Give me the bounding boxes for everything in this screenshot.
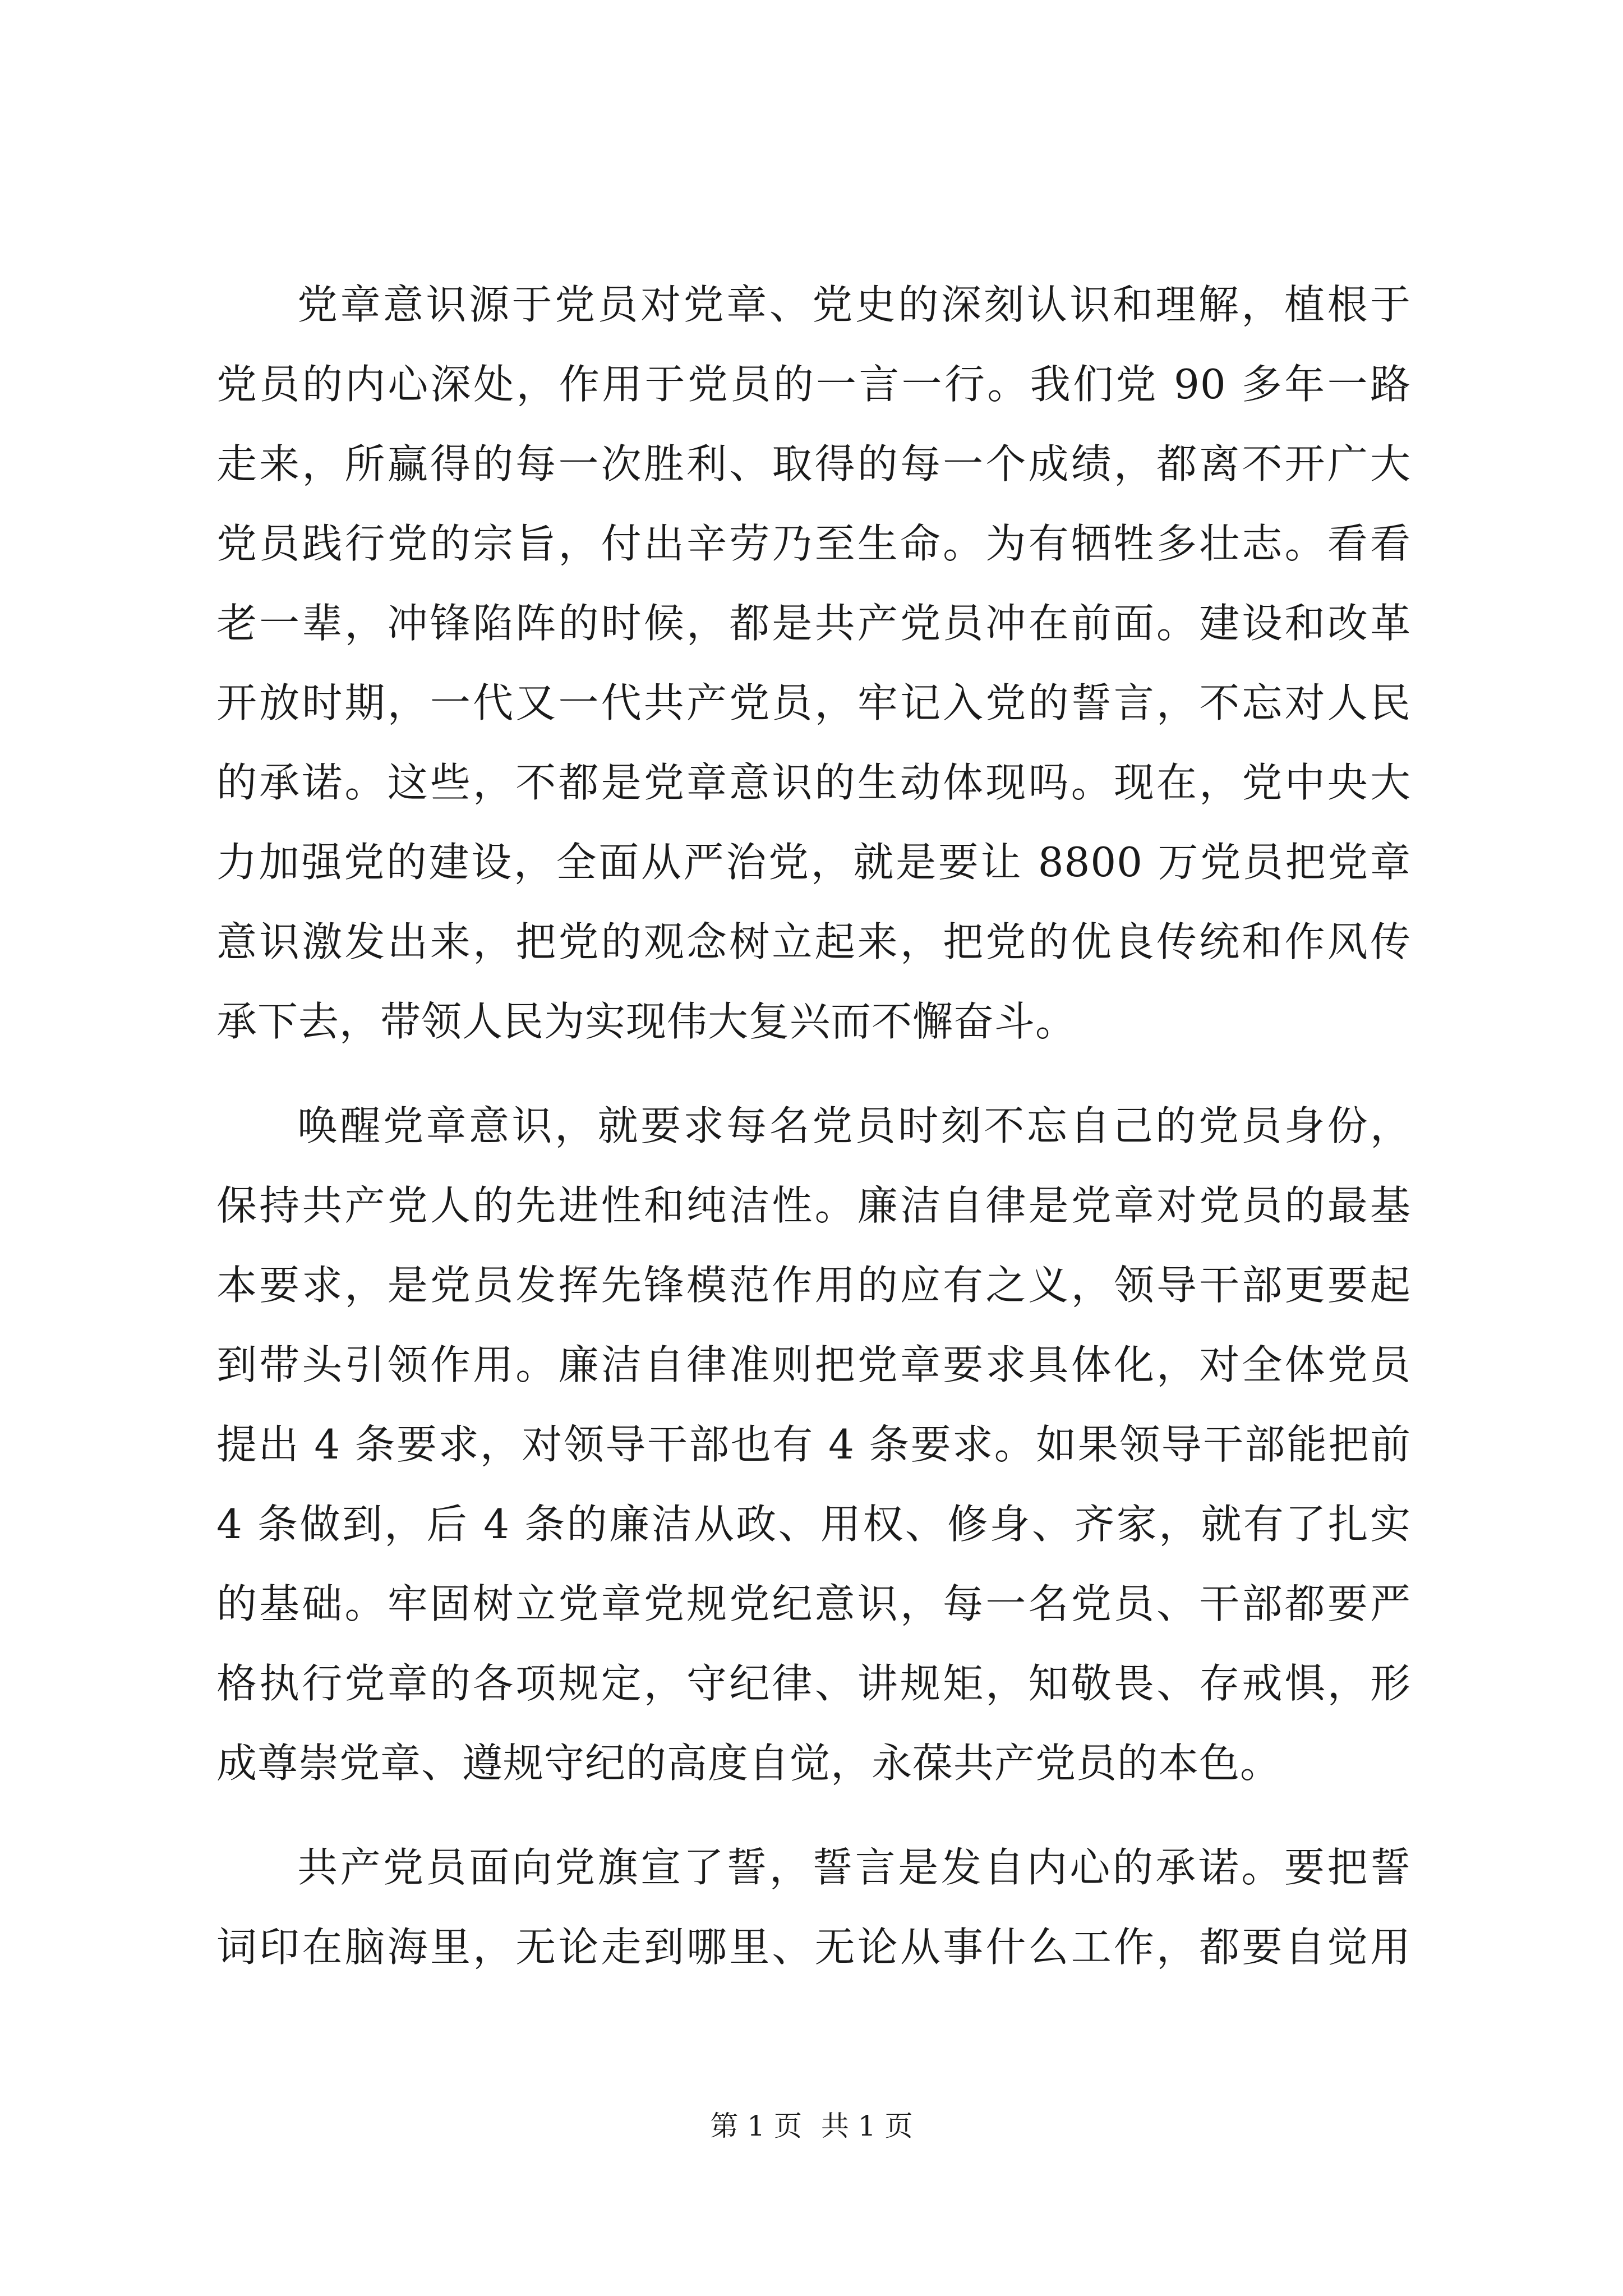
text-line: 开放时期，一代又一代共产党员，牢记入党的誓言，不忘对人民 bbox=[216, 679, 1411, 726]
text-line: 保持共产党人的先进性和纯洁性。廉洁自律是党章对党员的最基 bbox=[216, 1182, 1411, 1229]
page-footer bbox=[0, 2109, 1623, 2143]
paragraph-spacer bbox=[216, 1803, 1411, 1828]
text-line: 党章意识源于党员对党章、党史的深刻认识和理解，植根于 bbox=[297, 281, 1411, 328]
text-line: 4 条做到，后 4 条的廉洁从政、用权、修身、齐家，就有了扎实 bbox=[216, 1501, 1411, 1548]
text-line: 提出 4 条要求，对领导干部也有 4 条要求。如果领导干部能把前 bbox=[216, 1421, 1411, 1468]
text-line: 意识激发出来，把党的观念树立起来，把党的优良传统和作风传 bbox=[216, 918, 1411, 965]
text-line: 的基础。牢固树立党章党规党纪意识，每一名党员、干部都要严 bbox=[216, 1580, 1411, 1627]
paragraph-1 bbox=[216, 265, 1411, 1061]
text-line: 的承诺。这些，不都是党章意识的生动体现吗。现在，党中央大 bbox=[216, 759, 1411, 806]
text-line: 词印在脑海里，无论走到哪里、无论从事什么工作，都要自觉用 bbox=[216, 1924, 1411, 1971]
paragraph-2 bbox=[216, 1086, 1411, 1803]
page-total: 共 1 页 bbox=[821, 2110, 913, 2142]
text-line: 党员践行党的宗旨，付出辛劳乃至生命。为有牺牲多壮志。看看 bbox=[216, 520, 1411, 567]
text-line: 唤醒党章意识，就要求每名党员时刻不忘自己的党员身份， bbox=[297, 1102, 1411, 1149]
paragraph-3 bbox=[216, 1828, 1411, 1987]
text-line: 到带头引领作用。廉洁自律准则把党章要求具体化，对全体党员 bbox=[216, 1341, 1411, 1388]
text-line: 老一辈，冲锋陷阵的时候，都是共产党员冲在前面。建设和改革 bbox=[216, 600, 1411, 647]
text-line: 力加强党的建设，全面从严治党，就是要让 8800 万党员把党章 bbox=[216, 839, 1411, 886]
text-line: 成尊崇党章、遵规守纪的高度自觉，永葆共产党员的本色。 bbox=[216, 1740, 1281, 1787]
text-line: 格执行党章的各项规定，守纪律、讲规矩，知敬畏、存戒惧，形 bbox=[216, 1660, 1411, 1707]
text-line: 走来，所赢得的每一次胜利、取得的每一个成绩，都离不开广大 bbox=[216, 440, 1411, 487]
page-number: 第 1 页 bbox=[710, 2110, 802, 2142]
text-line: 承下去，带领人民为实现伟大复兴而不懈奋斗。 bbox=[216, 998, 1077, 1045]
text-line: 党员的内心深处，作用于党员的一言一行。我们党 90 多年一路 bbox=[216, 361, 1411, 408]
text-line: 本要求，是党员发挥先锋模范作用的应有之义，领导干部更要起 bbox=[216, 1262, 1411, 1309]
paragraph-spacer bbox=[216, 1061, 1411, 1086]
document-body bbox=[216, 265, 1411, 1987]
text-line: 共产党员面向党旗宣了誓，誓言是发自内心的承诺。要把誓 bbox=[297, 1844, 1411, 1891]
